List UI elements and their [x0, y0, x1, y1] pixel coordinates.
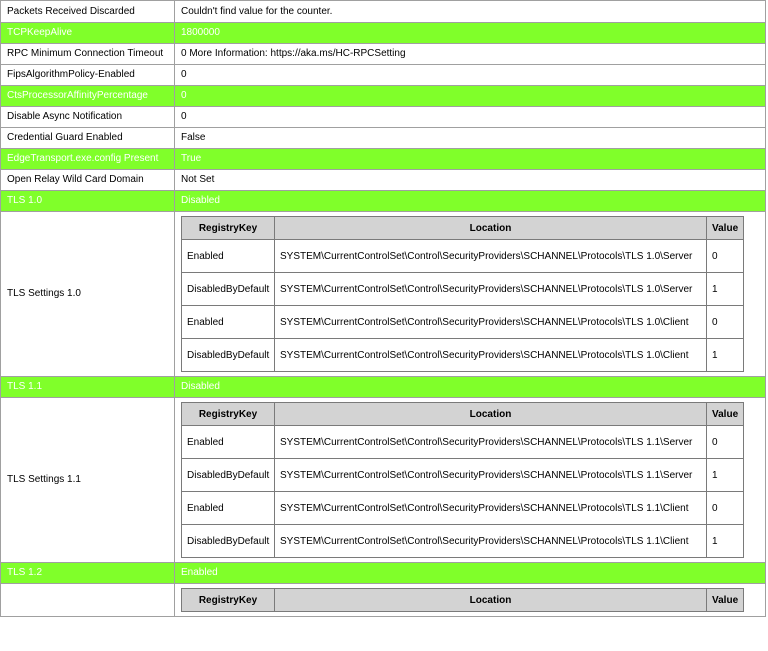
registry-table [181, 216, 744, 372]
column-header-registrykey: RegistryKey [182, 589, 275, 612]
table-row [1, 1, 766, 23]
registry-value: 0 [707, 492, 744, 525]
registry-value: 0 [707, 306, 744, 339]
registry-location: SYSTEM\CurrentControlSet\Control\SecurityProviders\SCHANNEL\Protocols\TLS 1.0\Client [275, 306, 707, 339]
registry-row [182, 273, 744, 306]
registry-header-row [182, 217, 744, 240]
table-row [1, 107, 766, 128]
registry-row [182, 525, 744, 558]
row-label: FipsAlgorithmPolicy-Enabled [1, 65, 175, 86]
column-header-registrykey: RegistryKey [182, 403, 275, 426]
row-value: 1800000 [175, 23, 766, 44]
row-value: 0 [175, 107, 766, 128]
registry-key: DisabledByDefault [182, 273, 275, 306]
column-header-value: Value [707, 403, 744, 426]
tls-settings-label [1, 584, 175, 617]
row-label: TCPKeepAlive [1, 23, 175, 44]
column-header-location: Location [275, 217, 707, 240]
registry-key: Enabled [182, 240, 275, 273]
column-header-location: Location [275, 403, 707, 426]
registry-location: SYSTEM\CurrentControlSet\Control\SecurityProviders\SCHANNEL\Protocols\TLS 1.0\Server [275, 240, 707, 273]
tls-settings-label: TLS Settings 1.1 [1, 398, 175, 563]
tls-settings-label: TLS Settings 1.0 [1, 212, 175, 377]
tls-label: TLS 1.0 [1, 191, 175, 212]
table-row [1, 86, 766, 107]
row-value: False [175, 128, 766, 149]
registry-location: SYSTEM\CurrentControlSet\Control\SecurityProviders\SCHANNEL\Protocols\TLS 1.0\Server [275, 273, 707, 306]
registry-row [182, 306, 744, 339]
row-label: Disable Async Notification [1, 107, 175, 128]
registry-row [182, 426, 744, 459]
registry-header-row [182, 403, 744, 426]
row-label: RPC Minimum Connection Timeout [1, 44, 175, 65]
registry-value: 0 [707, 426, 744, 459]
registry-row [182, 339, 744, 372]
registry-key: DisabledByDefault [182, 459, 275, 492]
column-header-value: Value [707, 217, 744, 240]
registry-table [181, 402, 744, 558]
registry-row [182, 459, 744, 492]
row-label: CtsProcessorAffinityPercentage [1, 86, 175, 107]
registry-key: DisabledByDefault [182, 525, 275, 558]
tls-status-row [1, 377, 766, 398]
tls-label: TLS 1.2 [1, 563, 175, 584]
row-value: Couldn't find value for the counter. [175, 1, 766, 23]
tls-status: Disabled [175, 191, 766, 212]
row-value: 0 [175, 86, 766, 107]
registry-location: SYSTEM\CurrentControlSet\Control\SecurityProviders\SCHANNEL\Protocols\TLS 1.1\Server [275, 426, 707, 459]
row-label: Packets Received Discarded [1, 1, 175, 23]
registry-location: SYSTEM\CurrentControlSet\Control\SecurityProviders\SCHANNEL\Protocols\TLS 1.1\Server [275, 459, 707, 492]
registry-key: DisabledByDefault [182, 339, 275, 372]
registry-header-row [182, 589, 744, 612]
registry-table [181, 588, 744, 612]
column-header-value: Value [707, 589, 744, 612]
table-row [1, 149, 766, 170]
registry-key: Enabled [182, 306, 275, 339]
row-value: 0 More Information: https://aka.ms/HC-RPCSetting [175, 44, 766, 65]
column-header-location: Location [275, 589, 707, 612]
tls-settings-row [1, 584, 766, 617]
row-label: Open Relay Wild Card Domain [1, 170, 175, 191]
registry-row [182, 492, 744, 525]
registry-value: 1 [707, 459, 744, 492]
table-row [1, 44, 766, 65]
tls-status: Enabled [175, 563, 766, 584]
table-row [1, 65, 766, 86]
registry-location: SYSTEM\CurrentControlSet\Control\SecurityProviders\SCHANNEL\Protocols\TLS 1.1\Client [275, 492, 707, 525]
registry-key: Enabled [182, 426, 275, 459]
tls-status-row [1, 191, 766, 212]
tls-status: Disabled [175, 377, 766, 398]
registry-value: 1 [707, 339, 744, 372]
row-value: True [175, 149, 766, 170]
table-row [1, 128, 766, 149]
tls-settings-row [1, 398, 766, 563]
tls-status-row [1, 563, 766, 584]
registry-value: 0 [707, 240, 744, 273]
registry-value: 1 [707, 525, 744, 558]
registry-key: Enabled [182, 492, 275, 525]
registry-row [182, 240, 744, 273]
tls-settings-row [1, 212, 766, 377]
row-value: 0 [175, 65, 766, 86]
table-row [1, 23, 766, 44]
registry-location: SYSTEM\CurrentControlSet\Control\SecurityProviders\SCHANNEL\Protocols\TLS 1.1\Client [275, 525, 707, 558]
table-row [1, 170, 766, 191]
column-header-registrykey: RegistryKey [182, 217, 275, 240]
tls-label: TLS 1.1 [1, 377, 175, 398]
registry-location: SYSTEM\CurrentControlSet\Control\SecurityProviders\SCHANNEL\Protocols\TLS 1.0\Client [275, 339, 707, 372]
row-value: Not Set [175, 170, 766, 191]
row-label: EdgeTransport.exe.config Present [1, 149, 175, 170]
row-label: Credential Guard Enabled [1, 128, 175, 149]
registry-value: 1 [707, 273, 744, 306]
